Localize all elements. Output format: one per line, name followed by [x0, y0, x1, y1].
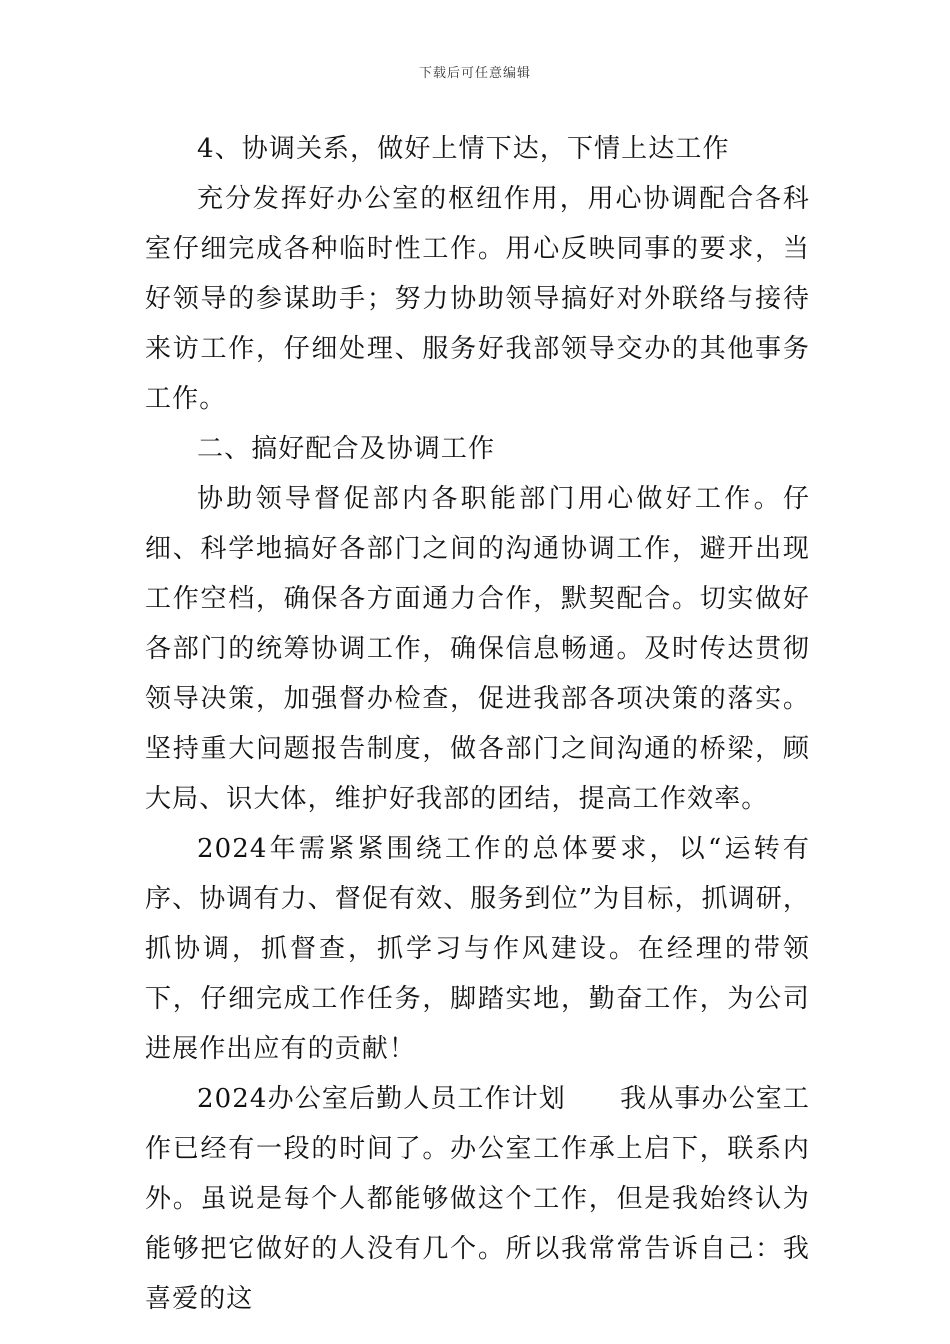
section-heading-4: 4、协调关系，做好上情下达，下情上达工作: [197, 134, 730, 164]
document-body: [145, 124, 810, 1324]
paragraph-2024-goals: 2024年需紧紧围绕工作的总体要求，以“运转有序、协调有力、督促有效、服务到位”为目标，抓调研，抓协调，抓督查，抓学习与作风建设。在经理的带领下，仔细完成工作任务，脚踏实地，勤奋工作，为公司进展作出应有的贡献！: [145, 834, 810, 1064]
paragraph-coordination: 协助领导督促部内各职能部门用心做好工作。仔细、科学地搞好各部门之间的沟通协调工作，避开出现工作空档，确保各方面通力合作，默契配合。切实做好各部门的统筹协调工作，确保信息畅通。及时传达贯彻领导决策，加强督办检查，促进我部各项决策的落实。坚持重大问题报告制度，做各部门之间沟通的桥梁，顾大局、识大体，维护好我部的团结，提高工作效率。: [145, 484, 810, 814]
header-note: 下载后可任意编辑: [418, 66, 531, 81]
paragraph-office-hub: 充分发挥好办公室的枢纽作用，用心协调配合各科室仔细完成各种临时性工作。用心反映同事的要求，当好领导的参谋助手；努力协助领导搞好对外联络与接待来访工作，仔细处理、服务好我部领导交办的其他事务工作。: [145, 184, 810, 414]
section-heading-two: 二、搞好配合及协调工作: [197, 434, 496, 464]
paragraph-logistics-plan: 2024办公室后勤人员工作计划 我从事办公室工作已经有一段的时间了。办公室工作承上启下，联系内外。虽说是每个人都能够做这个工作，但是我始终认为能够把它做好的人没有几个。所以我常常告诉自己：我喜爱的这: [145, 1084, 810, 1314]
